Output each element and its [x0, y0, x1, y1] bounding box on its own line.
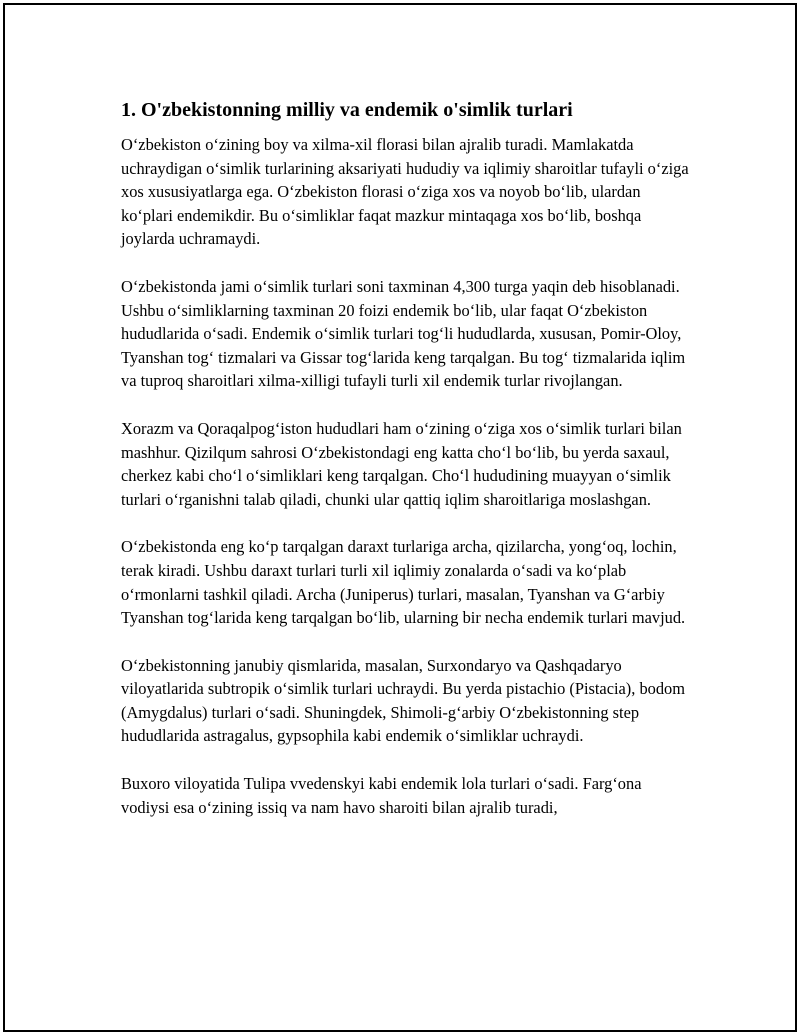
- paragraph-flora-overview: O‘zbekiston o‘zining boy va xilma-xil florasi bilan ajralib turadi. Mamlakatda uchraydigan o‘simlik turlarining aksariyati hududiy va iqlimiy sharoitlar tufayli o‘ziga xos xususiyatlarga ega. O‘zbekiston florasi o‘ziga xos va noyob bo‘lib, ulardan ko‘plari endemikdir. Bu o‘simliklar faqat mazkur mintaqaga xos bo‘lib, boshqa joylarda uchramaydi.: [121, 135, 689, 249]
- document-body: [121, 97, 691, 843]
- paragraph-tree-species: O‘zbekistonda eng ko‘p tarqalgan daraxt turlariga archa, qizilarcha, yong‘oq, lochin, terak kiradi. Ushbu daraxt turlari turli xil iqlimiy zonalarda o‘sadi va ko‘plab o‘rmonlarni tashkil qiladi. Archa (Juniperus) turlari, masalan, Tyanshan va G‘arbiy Tyanshan tog‘larida keng tarqalgan bo‘lib, ularning bir necha endemik turlari mavjud.: [121, 537, 686, 628]
- paragraph-southern-regions: O‘zbekistonning janubiy qismlarida, masalan, Surxondaryo va Qashqadaryo viloyatlarida subtropik o‘simlik turlari uchraydi. Bu yerda pistachio (Pistacia), bodom (Amygdalus) turlari o‘sadi. Shuningdek, Shimoli-g‘arbiy O‘zbekistonning step hududlarida astragalus, gypsophila kabi endemik o‘simliklar uchraydi.: [121, 655, 685, 746]
- paragraph-khorezm-karakalpakstan: Xorazm va Qoraqalpog‘iston hududlari ham o‘zining o‘ziga xos o‘simlik turlari bilan mashhur. Qizilqum sahrosi O‘zbekistondagi eng katta cho‘l bo‘lib, bu yerda saxaul, cherkez kabi cho‘l o‘simliklari keng tarqalgan. Cho‘l hududining muayyan o‘simlik turlari o‘rganishni talab qiladi, chunki ular qattiq iqlim sharoitlariga moslashgan.: [121, 418, 682, 509]
- document-page: [3, 3, 797, 1032]
- paragraph-bukhara-fergana: Buxoro viloyatida Tulipa vvedenskyi kabi endemik lola turlari o‘sadi. Farg‘ona vodiysi esa o‘zining issiq va nam havo sharoiti bilan ajralib turadi,: [121, 774, 642, 817]
- paragraph-species-count: O‘zbekistonda jami o‘simlik turlari soni taxminan 4,300 turga yaqin deb hisoblanadi. Ushbu o‘simliklarning taxminan 20 foizi endemik bo‘lib, ular faqat O‘zbekiston hududlarida o‘sadi. Endemik o‘simlik turlari tog‘li hududlarda, xususan, Pomir-Oloy, Tyanshan tog‘ tizmalari va Gissar tog‘larida keng tarqalgan. Bu tog‘ tizmalarida iqlim va tuproq sharoitlari xilma-xilligi tufayli turli xil endemik turlar rivojlangan.: [121, 276, 686, 391]
- section-heading: 1. O'zbekistonning milliy va endemik o'simlik turlari: [121, 99, 573, 121]
